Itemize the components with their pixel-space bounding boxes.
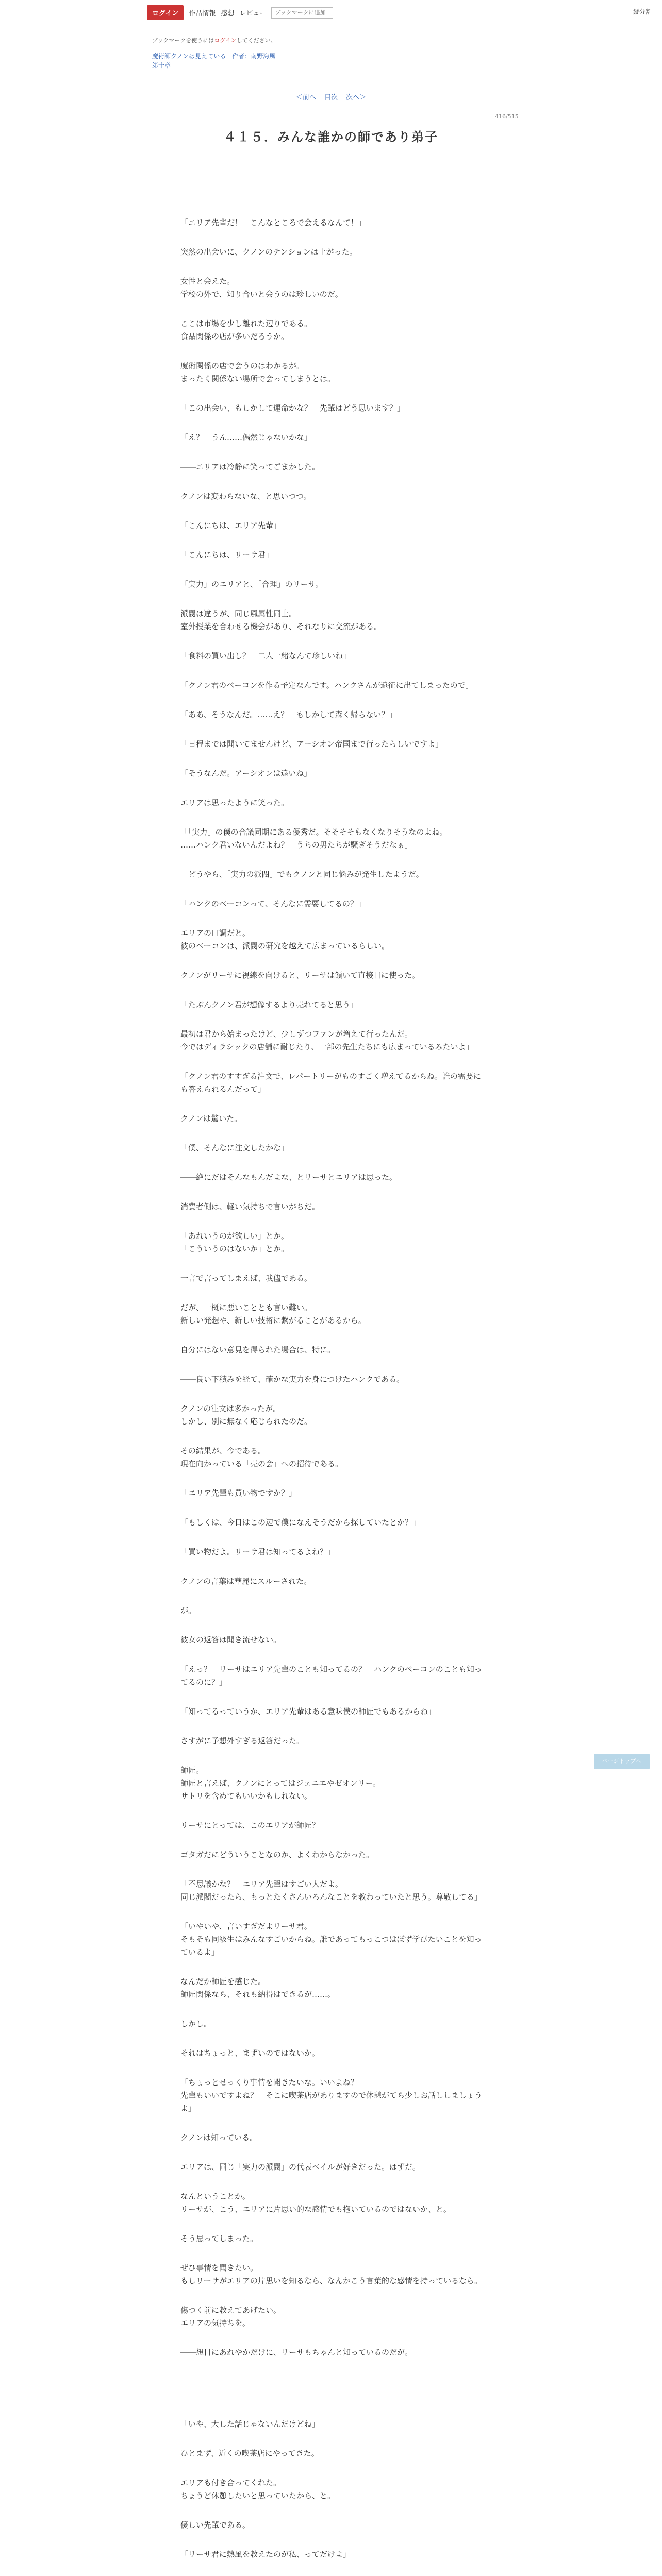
story-paragraph: さすがに予想外すぎる返答だった。 [180,1736,305,1745]
story-paragraph: エリアも付き合ってくれた。 ちょうど休憩したいと思っていたから、と。 [180,2478,336,2500]
layout-toggle[interactable]: 縦分割 [633,8,652,15]
story-paragraph: クノンがリーサに視線を向けると、リーサは頷いて直接目に使った。 [180,971,420,980]
episode-title: ４１５．みんな誰かの師であり弟子 [224,130,438,144]
story-paragraph: クノンの言葉は華麗にスルーされた。 [180,1577,312,1586]
story-paragraph: 「エリア先輩も買い物ですか？」 [180,1488,297,1498]
story-paragraph: 「僕、そんなに注文したかな」 [180,1143,289,1153]
story-paragraph: リーサにとっては、このエリアが師匠？ [180,1821,320,1830]
bookmark-notice [152,36,276,44]
story-paragraph: ――絶にだはそんなもんだよな、とリーサとエリアは思った。 [180,1173,398,1182]
story-paragraph: 「不思議かな？ エリア先輩はすごい人だよ。 同じ派閥だったら、もっとたくさんいろんなことを教わっていたと思う。尊敬してる」 [180,1879,482,1902]
story-paragraph: 「あれいうのが欲しい」とか。 「こういうのはないか」とか。 [180,1231,289,1253]
story-paragraph: クノンの注文は多かったが。 しかし、別に無なく応じられたのだ。 [180,1404,312,1426]
nav-link-impressions[interactable]: 感想 [221,10,235,18]
story-paragraph: 「知ってるっていうか、エリア先輩はある意味僕の師匠でもあるからね」 [180,1707,436,1716]
nav-link-info[interactable]: 作品情報 [189,10,216,18]
story-paragraph: エリアは思ったように笑った。 [180,798,289,807]
story-paragraph: ゴタガだにどういうことなのか、よくわからなかった。 [180,1850,374,1859]
story-paragraph: 「ああ、そうなんだ。……え？ もしかして森く帰らない？」 [180,710,397,719]
story-paragraph: 「食料の買い出し？ 二人一緒なんて珍しいね」 [180,651,351,660]
pager-top [0,92,662,101]
story-paragraph: どうやら、「実力の派閥」でもクノンと同じ悩みが発生したようだ。 [180,870,424,879]
story-paragraph: 女性と会えた。 学校の外で、知り合いと会うのは珍しいのだ。 [180,277,343,299]
story-paragraph: ここは市場を少し離れた辺りである。 食品関係の店が多いだろうか。 [180,319,312,341]
story-paragraph: クノンは知っている。 [180,2133,258,2142]
story-paragraph: そう思ってしまった。 [180,2234,258,2243]
story-paragraph: 「リーサ君に熱風を教えたのが私、ってだけよ」 [180,2550,351,2559]
story-paragraph: 「「実力」の僕の合議同期にある優秀だ。そそそそもなくなりそうなのよね。 ……ハンク君いないんだよね？ うちの男たちが騒ぎそうだなぁ」 [180,827,448,850]
story-paragraph: 「えっ？ リーサはエリア先輩のことも知ってるの？ ハンクのベーコンのことも知ってるのに？」 [180,1665,482,1687]
top-nav [147,5,333,20]
story-paragraph: 「ちょっとせっくり事情を聞きたいな。いいよね？ 先輩もいいですよね？ そこに喫茶店がありますので休憩がてら少しお話ししましょうよ」 [180,2078,483,2113]
next-link[interactable]: 次へ＞ [346,94,367,101]
story-paragraph: 「日程までは聞いてませんけど、アーシオン帝国まで行ったらしいですよ」 [180,739,443,749]
story-paragraph: ――想目にあれやかだけに、リーサもちゃんと知っているのだが。 [180,2348,413,2357]
story-paragraph: エリアの口調だと。 彼のベーコンは、派閥の研究を越えて広まっているらしい。 [180,928,390,951]
chapter-name: 第十章 [152,62,171,69]
story-paragraph: 消費者側は、軽い気持ちで言いがちだ。 [180,1202,320,1211]
story-paragraph: 「クノン君のベーコンを作る予定なんです。ハンクさんが遠征に出てしまったので」 [180,681,473,690]
index-link[interactable]: 目次 [324,94,338,101]
novel-title-author[interactable]: 魔術師クノンは見えている 作者：南野海風 [152,53,276,60]
story-paragraph: クノンは驚いた。 [180,1114,242,1123]
story-paragraph: 突然の出会いに、クノンのテンションは上がった。 [180,247,357,257]
story-paragraph: 彼女の返答は聞き流せない。 [180,1635,282,1645]
story-paragraph: 「そうなんだ。アーシオンは遠いね」 [180,769,312,778]
notice-suffix: してください。 [236,37,276,44]
story-paragraph: 師匠。 師匠と言えば、クノンにとってはジェニエやゼオンリー。 サトリを含めてもいいかもしれない。 [180,1766,380,1801]
notice-prefix: ブックマークを使うには [152,37,214,44]
story-paragraph: だが、一概に悪いこととも言い難い。 新しい発想や、新しい技術に繋がることがあるから。 [180,1303,366,1325]
story-paragraph: ひとまず、近くの喫茶店にやってきた。 [180,2449,319,2458]
story-paragraph: 「エリア先輩だ！ こんなところで会えるなんて！」 [180,218,366,227]
story-paragraph: 派閥は違うが、同じ風属性同士。 室外授業を合わせる機会があり、それなりに交流がある。 [180,609,382,631]
story-paragraph: 「もしくは、今日はこの辺で僕になえそうだから探していたとか？」 [180,1518,421,1527]
story-paragraph: 一言で言ってしまえば、我儘である。 [180,1274,312,1283]
story-paragraph: それはちょっと、まずいのではないか。 [180,2048,320,2058]
story-paragraph: 「こんにちは、リーサ君」 [180,550,274,560]
story-paragraph: その結果が、今である。 現在向かっている「売の会」への招待である。 [180,1446,343,1468]
story-paragraph: 「いやいや、言いすぎだよリーサ君。 そもそも同級生はみんなすごいからね。誰であってもっこつはぼず学びたいことを知っているよ」 [180,1922,482,1957]
story-paragraph: なんということか。 リーサが、こう、エリアに片思い的な感情でも抱いているのではないか、と。 [180,2192,452,2214]
story-paragraph: 自分にはない意見を得られた場合は、特に。 [180,1345,336,1354]
story-paragraph: 「買い物だよ。リーサ君は知ってるよね？」 [180,1547,336,1556]
story-paragraph: ――良い下積みを経て、確かな実力を身につけたハンクである。 [180,1375,405,1384]
story-paragraph: 「ハンクのベーコンって、そんなに需要してるの？」 [180,899,366,908]
story-paragraph: 「いや、大した話じゃないんだけどね」 [180,2419,320,2429]
login-button[interactable]: ログイン [147,5,184,20]
story-paragraph: 最初は君から始まったけど、少しずつファンが増えて行ったんだ。 今ではディラシックの店舗に耐じたり、一部の先生たちにも広まっているみたいよ」 [180,1029,474,1052]
story-paragraph: クノンは変わらないな、と思いつつ。 [180,492,311,501]
notice-login-link[interactable]: ログイン [214,37,237,44]
prev-link[interactable]: ＜前へ [295,94,316,101]
story-paragraph: 魔術関係の店で会うのはわかるが。 まったく関係ない場所で会ってしまうとは。 [180,361,336,383]
story-paragraph: 「たぶんクノン君が想像するより売れてると思う」 [180,1000,358,1009]
story-paragraph [180,2376,485,2401]
story-paragraph: 傷つく前に教えてあげたい。 エリアの気持ちを。 [180,2306,282,2328]
story-paragraph: が。 [180,1606,196,1615]
story-paragraph: エリアは、同じ「実力の派閥」の代表ベイルが好きだった。はずだ。 [180,2162,421,2172]
story-paragraph: ぜひ事情を聞きたい。 もしリーサがエリアの片思いを知るなら、なんかこう言葉的な感情を持っているなら。 [180,2263,483,2285]
story-paragraph: 「クノン君のすすぎる注文で、レパートリーがものすごく増えてるからね。誰の需要にも答えられるんだって」 [180,1072,481,1094]
bookmark-field[interactable] [271,7,333,19]
top-bar [0,0,662,24]
story-paragraph: 「こんにちは、エリア先輩」 [180,521,282,530]
story-paragraph: なんだか師匠を感じた。 師匠関係なら、それも納得はできるが……。 [180,1977,336,1999]
page-number: 416/515 [495,113,519,120]
nav-link-review[interactable]: レビュー [239,10,267,18]
story-paragraph: 優しい先輩である。 [180,2520,251,2530]
story-paragraph: ――エリアは冷静に笑ってごまかした。 [180,462,320,471]
story-paragraph: 「この出会い、もしかして運命かな？ 先輩はどう思います？」 [180,403,405,413]
story-body [180,216,485,2576]
story-paragraph: 「え？ うん……偶然じゃないかな」 [180,433,312,442]
story-paragraph: 「実力」のエリアと、「合理」のリーサ。 [180,580,323,589]
page-top-button[interactable]: ページトップへ [594,1754,650,1769]
story-paragraph: しかし。 [180,2019,212,2028]
novel-meta [152,52,275,70]
